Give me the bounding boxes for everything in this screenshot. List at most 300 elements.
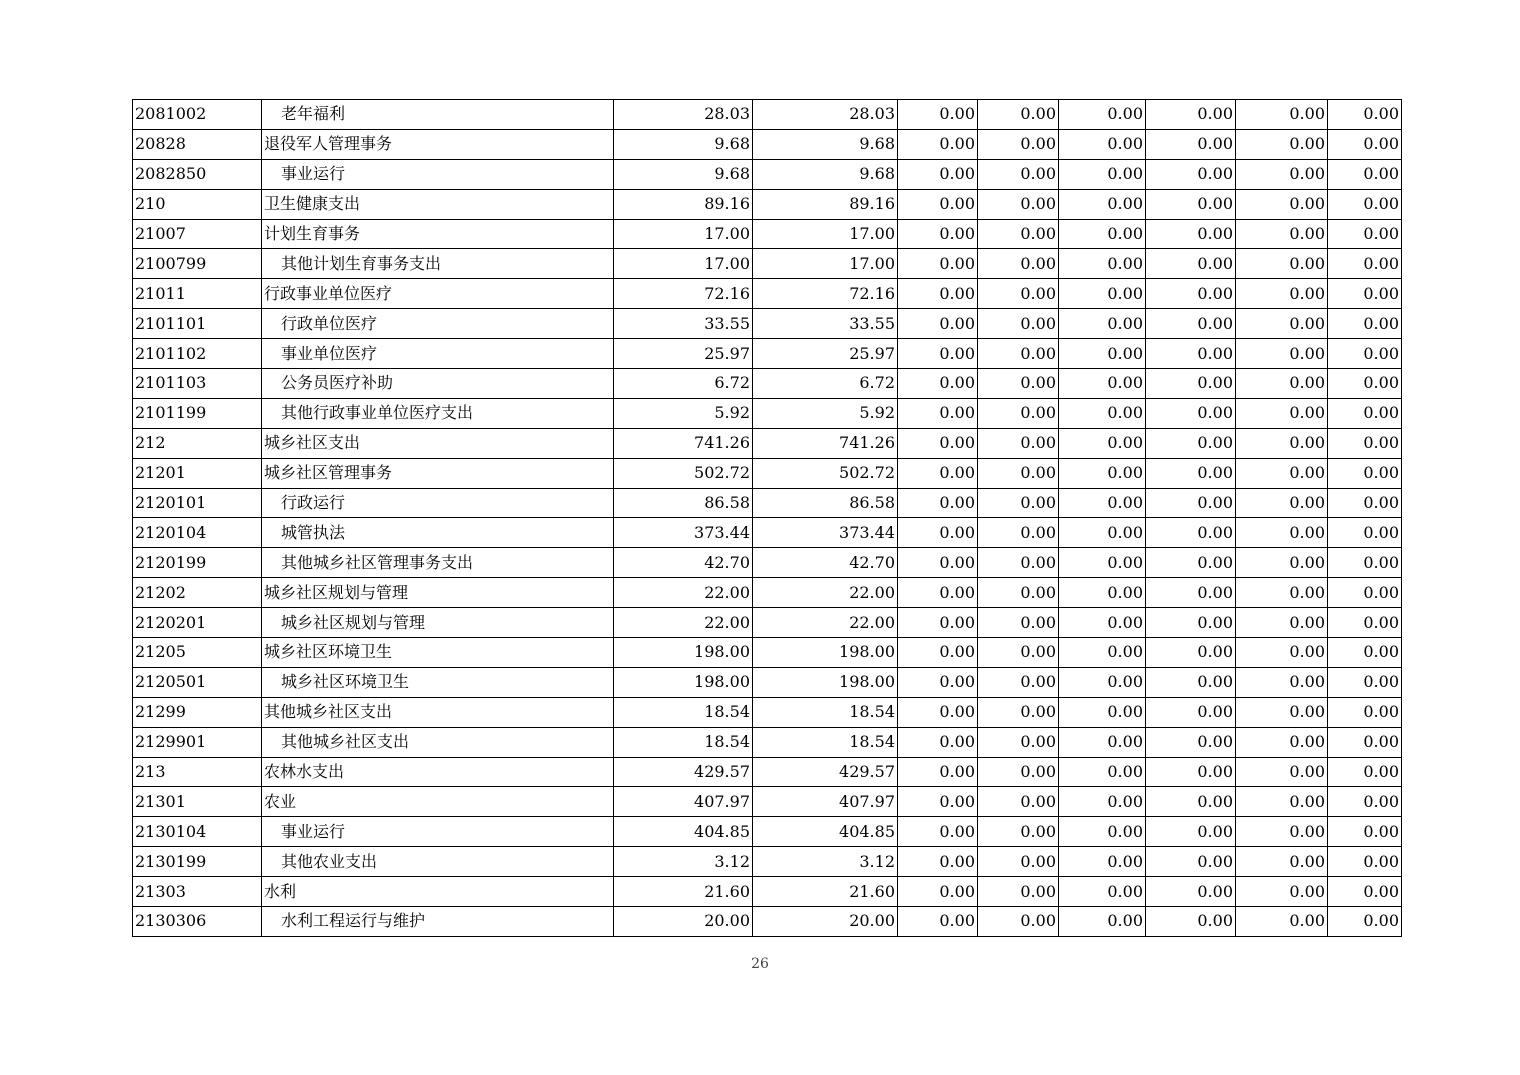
amount-cell: 0.00 <box>1236 219 1328 249</box>
subject-code-cell: 21299 <box>133 697 262 727</box>
amount-cell: 0.00 <box>898 578 978 608</box>
amount-cell: 0.00 <box>1059 189 1146 219</box>
amount-cell: 0.00 <box>1236 100 1328 130</box>
amount-cell: 0.00 <box>978 578 1059 608</box>
amount-cell: 72.16 <box>614 279 753 309</box>
subject-name-cell: 事业运行 <box>262 817 614 847</box>
amount-cell: 0.00 <box>1236 847 1328 877</box>
amount-cell: 0.00 <box>1146 817 1236 847</box>
amount-cell: 0.00 <box>1059 279 1146 309</box>
amount-cell: 0.00 <box>1236 309 1328 339</box>
amount-cell: 5.92 <box>753 398 898 428</box>
amount-cell: 0.00 <box>1328 578 1402 608</box>
budget-table-body <box>133 100 1402 937</box>
amount-cell: 0.00 <box>1059 757 1146 787</box>
subject-name-cell: 其他计划生育事务支出 <box>262 249 614 279</box>
amount-cell: 198.00 <box>614 638 753 668</box>
subject-name-cell: 农业 <box>262 787 614 817</box>
amount-cell: 21.60 <box>753 877 898 907</box>
table-row <box>133 757 1402 787</box>
table-row <box>133 817 1402 847</box>
subject-name-cell: 水利工程运行与维护 <box>262 907 614 937</box>
amount-cell: 0.00 <box>978 398 1059 428</box>
subject-code-cell: 2101103 <box>133 369 262 399</box>
amount-cell: 0.00 <box>898 787 978 817</box>
table-row <box>133 518 1402 548</box>
amount-cell: 407.97 <box>753 787 898 817</box>
table-row <box>133 279 1402 309</box>
amount-cell: 404.85 <box>614 817 753 847</box>
amount-cell: 0.00 <box>1146 697 1236 727</box>
amount-cell: 0.00 <box>1059 847 1146 877</box>
amount-cell: 429.57 <box>614 757 753 787</box>
amount-cell: 0.00 <box>1328 428 1402 458</box>
subject-code-cell: 212 <box>133 428 262 458</box>
amount-cell: 0.00 <box>1328 727 1402 757</box>
subject-code-cell: 210 <box>133 189 262 219</box>
subject-name-cell: 其他农业支出 <box>262 847 614 877</box>
table-row <box>133 638 1402 668</box>
amount-cell: 0.00 <box>1146 309 1236 339</box>
amount-cell: 0.00 <box>898 279 978 309</box>
table-row <box>133 458 1402 488</box>
amount-cell: 0.00 <box>1328 369 1402 399</box>
amount-cell: 0.00 <box>978 608 1059 638</box>
page-number: 26 <box>751 956 769 972</box>
amount-cell: 0.00 <box>1236 159 1328 189</box>
amount-cell: 22.00 <box>753 578 898 608</box>
amount-cell: 89.16 <box>614 189 753 219</box>
amount-cell: 0.00 <box>1236 488 1328 518</box>
amount-cell: 0.00 <box>978 518 1059 548</box>
table-row <box>133 548 1402 578</box>
amount-cell: 0.00 <box>1059 518 1146 548</box>
amount-cell: 28.03 <box>614 100 753 130</box>
subject-code-cell: 2120104 <box>133 518 262 548</box>
table-row <box>133 667 1402 697</box>
amount-cell: 6.72 <box>753 369 898 399</box>
amount-cell: 0.00 <box>978 339 1059 369</box>
subject-name-cell: 城乡社区管理事务 <box>262 458 614 488</box>
table-row <box>133 787 1402 817</box>
amount-cell: 0.00 <box>978 219 1059 249</box>
amount-cell: 0.00 <box>1328 488 1402 518</box>
amount-cell: 0.00 <box>978 249 1059 279</box>
amount-cell: 0.00 <box>1146 757 1236 787</box>
amount-cell: 502.72 <box>753 458 898 488</box>
amount-cell: 0.00 <box>1146 129 1236 159</box>
subject-name-cell: 其他城乡社区支出 <box>262 727 614 757</box>
amount-cell: 0.00 <box>1146 518 1236 548</box>
amount-cell: 0.00 <box>978 189 1059 219</box>
amount-cell: 0.00 <box>1059 428 1146 458</box>
amount-cell: 0.00 <box>1059 877 1146 907</box>
amount-cell: 0.00 <box>1328 518 1402 548</box>
amount-cell: 0.00 <box>1146 219 1236 249</box>
amount-cell: 0.00 <box>978 847 1059 877</box>
amount-cell: 0.00 <box>1146 638 1236 668</box>
subject-name-cell: 城管执法 <box>262 518 614 548</box>
amount-cell: 429.57 <box>753 757 898 787</box>
table-row <box>133 309 1402 339</box>
table-row <box>133 398 1402 428</box>
amount-cell: 0.00 <box>1328 667 1402 697</box>
amount-cell: 0.00 <box>1236 638 1328 668</box>
amount-cell: 0.00 <box>1328 877 1402 907</box>
amount-cell: 0.00 <box>898 129 978 159</box>
subject-name-cell: 行政单位医疗 <box>262 309 614 339</box>
amount-cell: 0.00 <box>1146 727 1236 757</box>
amount-cell: 0.00 <box>1328 458 1402 488</box>
amount-cell: 0.00 <box>898 727 978 757</box>
amount-cell: 0.00 <box>1328 279 1402 309</box>
amount-cell: 0.00 <box>1146 488 1236 518</box>
amount-cell: 42.70 <box>753 548 898 578</box>
amount-cell: 0.00 <box>978 727 1059 757</box>
amount-cell: 25.97 <box>753 339 898 369</box>
amount-cell: 0.00 <box>1059 159 1146 189</box>
amount-cell: 0.00 <box>898 518 978 548</box>
amount-cell: 17.00 <box>753 219 898 249</box>
amount-cell: 5.92 <box>614 398 753 428</box>
amount-cell: 198.00 <box>753 638 898 668</box>
amount-cell: 0.00 <box>1059 817 1146 847</box>
amount-cell: 0.00 <box>1236 817 1328 847</box>
amount-cell: 0.00 <box>1328 817 1402 847</box>
table-row <box>133 428 1402 458</box>
amount-cell: 0.00 <box>1236 428 1328 458</box>
amount-cell: 0.00 <box>1236 518 1328 548</box>
amount-cell: 72.16 <box>753 279 898 309</box>
amount-cell: 0.00 <box>1146 877 1236 907</box>
subject-code-cell: 21011 <box>133 279 262 309</box>
subject-name-cell: 行政运行 <box>262 488 614 518</box>
amount-cell: 0.00 <box>1236 608 1328 638</box>
amount-cell: 404.85 <box>753 817 898 847</box>
amount-cell: 0.00 <box>898 488 978 518</box>
amount-cell: 0.00 <box>1236 339 1328 369</box>
amount-cell: 0.00 <box>1146 398 1236 428</box>
amount-cell: 0.00 <box>1059 488 1146 518</box>
amount-cell: 0.00 <box>978 548 1059 578</box>
amount-cell: 86.58 <box>753 488 898 518</box>
amount-cell: 0.00 <box>978 279 1059 309</box>
amount-cell: 0.00 <box>978 428 1059 458</box>
amount-cell: 0.00 <box>898 757 978 787</box>
subject-code-cell: 2129901 <box>133 727 262 757</box>
amount-cell: 0.00 <box>1146 608 1236 638</box>
amount-cell: 0.00 <box>898 219 978 249</box>
amount-cell: 0.00 <box>1328 907 1402 937</box>
table-row <box>133 847 1402 877</box>
amount-cell: 20.00 <box>614 907 753 937</box>
amount-cell: 0.00 <box>1146 189 1236 219</box>
amount-cell: 0.00 <box>978 757 1059 787</box>
amount-cell: 0.00 <box>978 369 1059 399</box>
amount-cell: 9.68 <box>614 159 753 189</box>
table-row <box>133 608 1402 638</box>
subject-code-cell: 2101102 <box>133 339 262 369</box>
amount-cell: 0.00 <box>898 428 978 458</box>
table-row <box>133 697 1402 727</box>
amount-cell: 0.00 <box>1146 458 1236 488</box>
amount-cell: 0.00 <box>1146 578 1236 608</box>
subject-name-cell: 卫生健康支出 <box>262 189 614 219</box>
amount-cell: 0.00 <box>1146 847 1236 877</box>
amount-cell: 0.00 <box>1146 100 1236 130</box>
subject-code-cell: 20828 <box>133 129 262 159</box>
subject-name-cell: 其他城乡社区支出 <box>262 697 614 727</box>
table-row <box>133 578 1402 608</box>
amount-cell: 0.00 <box>1236 398 1328 428</box>
subject-name-cell: 城乡社区环境卫生 <box>262 667 614 697</box>
amount-cell: 0.00 <box>1328 787 1402 817</box>
amount-cell: 741.26 <box>753 428 898 458</box>
amount-cell: 0.00 <box>1059 309 1146 339</box>
amount-cell: 18.54 <box>614 697 753 727</box>
subject-code-cell: 21301 <box>133 787 262 817</box>
amount-cell: 198.00 <box>614 667 753 697</box>
amount-cell: 0.00 <box>1236 458 1328 488</box>
amount-cell: 0.00 <box>978 697 1059 727</box>
subject-code-cell: 213 <box>133 757 262 787</box>
amount-cell: 0.00 <box>1059 697 1146 727</box>
subject-name-cell: 水利 <box>262 877 614 907</box>
amount-cell: 0.00 <box>1328 638 1402 668</box>
amount-cell: 0.00 <box>1059 249 1146 279</box>
amount-cell: 0.00 <box>1059 100 1146 130</box>
subject-code-cell: 2130104 <box>133 817 262 847</box>
subject-code-cell: 21201 <box>133 458 262 488</box>
amount-cell: 0.00 <box>1328 159 1402 189</box>
amount-cell: 0.00 <box>1328 219 1402 249</box>
amount-cell: 741.26 <box>614 428 753 458</box>
amount-cell: 0.00 <box>978 638 1059 668</box>
table-row <box>133 159 1402 189</box>
amount-cell: 0.00 <box>1146 548 1236 578</box>
subject-code-cell: 21205 <box>133 638 262 668</box>
amount-cell: 18.54 <box>753 697 898 727</box>
amount-cell: 3.12 <box>753 847 898 877</box>
subject-code-cell: 2120199 <box>133 548 262 578</box>
amount-cell: 0.00 <box>1328 608 1402 638</box>
amount-cell: 0.00 <box>1328 548 1402 578</box>
amount-cell: 20.00 <box>753 907 898 937</box>
amount-cell: 407.97 <box>614 787 753 817</box>
amount-cell: 0.00 <box>898 339 978 369</box>
amount-cell: 9.68 <box>614 129 753 159</box>
amount-cell: 0.00 <box>1146 428 1236 458</box>
subject-code-cell: 2100799 <box>133 249 262 279</box>
amount-cell: 0.00 <box>898 189 978 219</box>
amount-cell: 0.00 <box>1236 249 1328 279</box>
amount-cell: 0.00 <box>1328 398 1402 428</box>
amount-cell: 0.00 <box>1236 369 1328 399</box>
table-row <box>133 488 1402 518</box>
amount-cell: 0.00 <box>898 159 978 189</box>
amount-cell: 0.00 <box>1146 249 1236 279</box>
subject-code-cell: 21007 <box>133 219 262 249</box>
amount-cell: 0.00 <box>1059 578 1146 608</box>
amount-cell: 0.00 <box>1236 279 1328 309</box>
budget-table <box>132 99 1402 937</box>
amount-cell: 0.00 <box>898 309 978 339</box>
amount-cell: 18.54 <box>614 727 753 757</box>
amount-cell: 0.00 <box>1059 339 1146 369</box>
amount-cell: 0.00 <box>898 697 978 727</box>
subject-name-cell: 城乡社区规划与管理 <box>262 578 614 608</box>
amount-cell: 0.00 <box>978 488 1059 518</box>
amount-cell: 0.00 <box>1059 129 1146 159</box>
amount-cell: 0.00 <box>1059 727 1146 757</box>
amount-cell: 0.00 <box>1059 907 1146 937</box>
amount-cell: 0.00 <box>1236 877 1328 907</box>
amount-cell: 3.12 <box>614 847 753 877</box>
amount-cell: 17.00 <box>614 249 753 279</box>
table-row <box>133 249 1402 279</box>
amount-cell: 17.00 <box>753 249 898 279</box>
amount-cell: 0.00 <box>1059 369 1146 399</box>
amount-cell: 9.68 <box>753 129 898 159</box>
amount-cell: 0.00 <box>1328 129 1402 159</box>
subject-code-cell: 21202 <box>133 578 262 608</box>
amount-cell: 0.00 <box>1059 608 1146 638</box>
amount-cell: 0.00 <box>1328 249 1402 279</box>
amount-cell: 0.00 <box>1328 847 1402 877</box>
amount-cell: 0.00 <box>1059 458 1146 488</box>
amount-cell: 0.00 <box>1236 787 1328 817</box>
amount-cell: 0.00 <box>1236 189 1328 219</box>
amount-cell: 22.00 <box>753 608 898 638</box>
amount-cell: 42.70 <box>614 548 753 578</box>
subject-name-cell: 行政事业单位医疗 <box>262 279 614 309</box>
amount-cell: 0.00 <box>1146 787 1236 817</box>
amount-cell: 0.00 <box>1059 548 1146 578</box>
amount-cell: 0.00 <box>898 817 978 847</box>
subject-name-cell: 老年福利 <box>262 100 614 130</box>
subject-code-cell: 2120501 <box>133 667 262 697</box>
amount-cell: 0.00 <box>898 907 978 937</box>
amount-cell: 502.72 <box>614 458 753 488</box>
table-row <box>133 877 1402 907</box>
subject-name-cell: 退役军人管理事务 <box>262 129 614 159</box>
table-row <box>133 189 1402 219</box>
subject-name-cell: 其他城乡社区管理事务支出 <box>262 548 614 578</box>
amount-cell: 0.00 <box>898 877 978 907</box>
amount-cell: 0.00 <box>898 548 978 578</box>
amount-cell: 0.00 <box>1059 667 1146 697</box>
amount-cell: 0.00 <box>1236 548 1328 578</box>
amount-cell: 25.97 <box>614 339 753 369</box>
amount-cell: 0.00 <box>898 667 978 697</box>
table-row <box>133 339 1402 369</box>
amount-cell: 0.00 <box>898 638 978 668</box>
subject-code-cell: 2082850 <box>133 159 262 189</box>
amount-cell: 22.00 <box>614 608 753 638</box>
amount-cell: 0.00 <box>1059 787 1146 817</box>
subject-name-cell: 公务员医疗补助 <box>262 369 614 399</box>
amount-cell: 0.00 <box>1236 727 1328 757</box>
subject-code-cell: 2101199 <box>133 398 262 428</box>
amount-cell: 6.72 <box>614 369 753 399</box>
table-row <box>133 727 1402 757</box>
amount-cell: 0.00 <box>1146 279 1236 309</box>
amount-cell: 33.55 <box>614 309 753 339</box>
amount-cell: 373.44 <box>614 518 753 548</box>
subject-name-cell: 城乡社区支出 <box>262 428 614 458</box>
subject-code-cell: 21303 <box>133 877 262 907</box>
amount-cell: 0.00 <box>898 249 978 279</box>
subject-code-cell: 2120201 <box>133 608 262 638</box>
amount-cell: 0.00 <box>1328 697 1402 727</box>
amount-cell: 0.00 <box>978 667 1059 697</box>
amount-cell: 0.00 <box>978 907 1059 937</box>
subject-code-cell: 2130306 <box>133 907 262 937</box>
amount-cell: 0.00 <box>978 159 1059 189</box>
amount-cell: 0.00 <box>1059 398 1146 428</box>
amount-cell: 0.00 <box>1146 159 1236 189</box>
amount-cell: 0.00 <box>1236 578 1328 608</box>
amount-cell: 18.54 <box>753 727 898 757</box>
amount-cell: 0.00 <box>898 398 978 428</box>
table-row <box>133 100 1402 130</box>
amount-cell: 373.44 <box>753 518 898 548</box>
amount-cell: 0.00 <box>1059 638 1146 668</box>
subject-name-cell: 城乡社区规划与管理 <box>262 608 614 638</box>
amount-cell: 0.00 <box>898 458 978 488</box>
amount-cell: 0.00 <box>1328 339 1402 369</box>
amount-cell: 0.00 <box>978 100 1059 130</box>
amount-cell: 0.00 <box>978 787 1059 817</box>
subject-code-cell: 2081002 <box>133 100 262 130</box>
amount-cell: 0.00 <box>898 100 978 130</box>
amount-cell: 0.00 <box>1328 100 1402 130</box>
amount-cell: 0.00 <box>1146 339 1236 369</box>
subject-code-cell: 2130199 <box>133 847 262 877</box>
amount-cell: 0.00 <box>1236 667 1328 697</box>
amount-cell: 0.00 <box>1236 697 1328 727</box>
amount-cell: 0.00 <box>1236 757 1328 787</box>
amount-cell: 9.68 <box>753 159 898 189</box>
amount-cell: 0.00 <box>978 309 1059 339</box>
table-row <box>133 219 1402 249</box>
amount-cell: 0.00 <box>1328 189 1402 219</box>
amount-cell: 21.60 <box>614 877 753 907</box>
amount-cell: 0.00 <box>1328 309 1402 339</box>
amount-cell: 86.58 <box>614 488 753 518</box>
amount-cell: 0.00 <box>1236 907 1328 937</box>
subject-code-cell: 2101101 <box>133 309 262 339</box>
amount-cell: 28.03 <box>753 100 898 130</box>
subject-name-cell: 其他行政事业单位医疗支出 <box>262 398 614 428</box>
amount-cell: 198.00 <box>753 667 898 697</box>
amount-cell: 0.00 <box>1236 129 1328 159</box>
amount-cell: 33.55 <box>753 309 898 339</box>
subject-code-cell: 2120101 <box>133 488 262 518</box>
table-row <box>133 129 1402 159</box>
table-row <box>133 369 1402 399</box>
amount-cell: 0.00 <box>1146 667 1236 697</box>
subject-name-cell: 城乡社区环境卫生 <box>262 638 614 668</box>
table-row <box>133 907 1402 937</box>
amount-cell: 0.00 <box>898 847 978 877</box>
subject-name-cell: 农林水支出 <box>262 757 614 787</box>
amount-cell: 0.00 <box>978 129 1059 159</box>
subject-name-cell: 计划生育事务 <box>262 219 614 249</box>
amount-cell: 0.00 <box>898 369 978 399</box>
amount-cell: 17.00 <box>614 219 753 249</box>
amount-cell: 0.00 <box>978 817 1059 847</box>
